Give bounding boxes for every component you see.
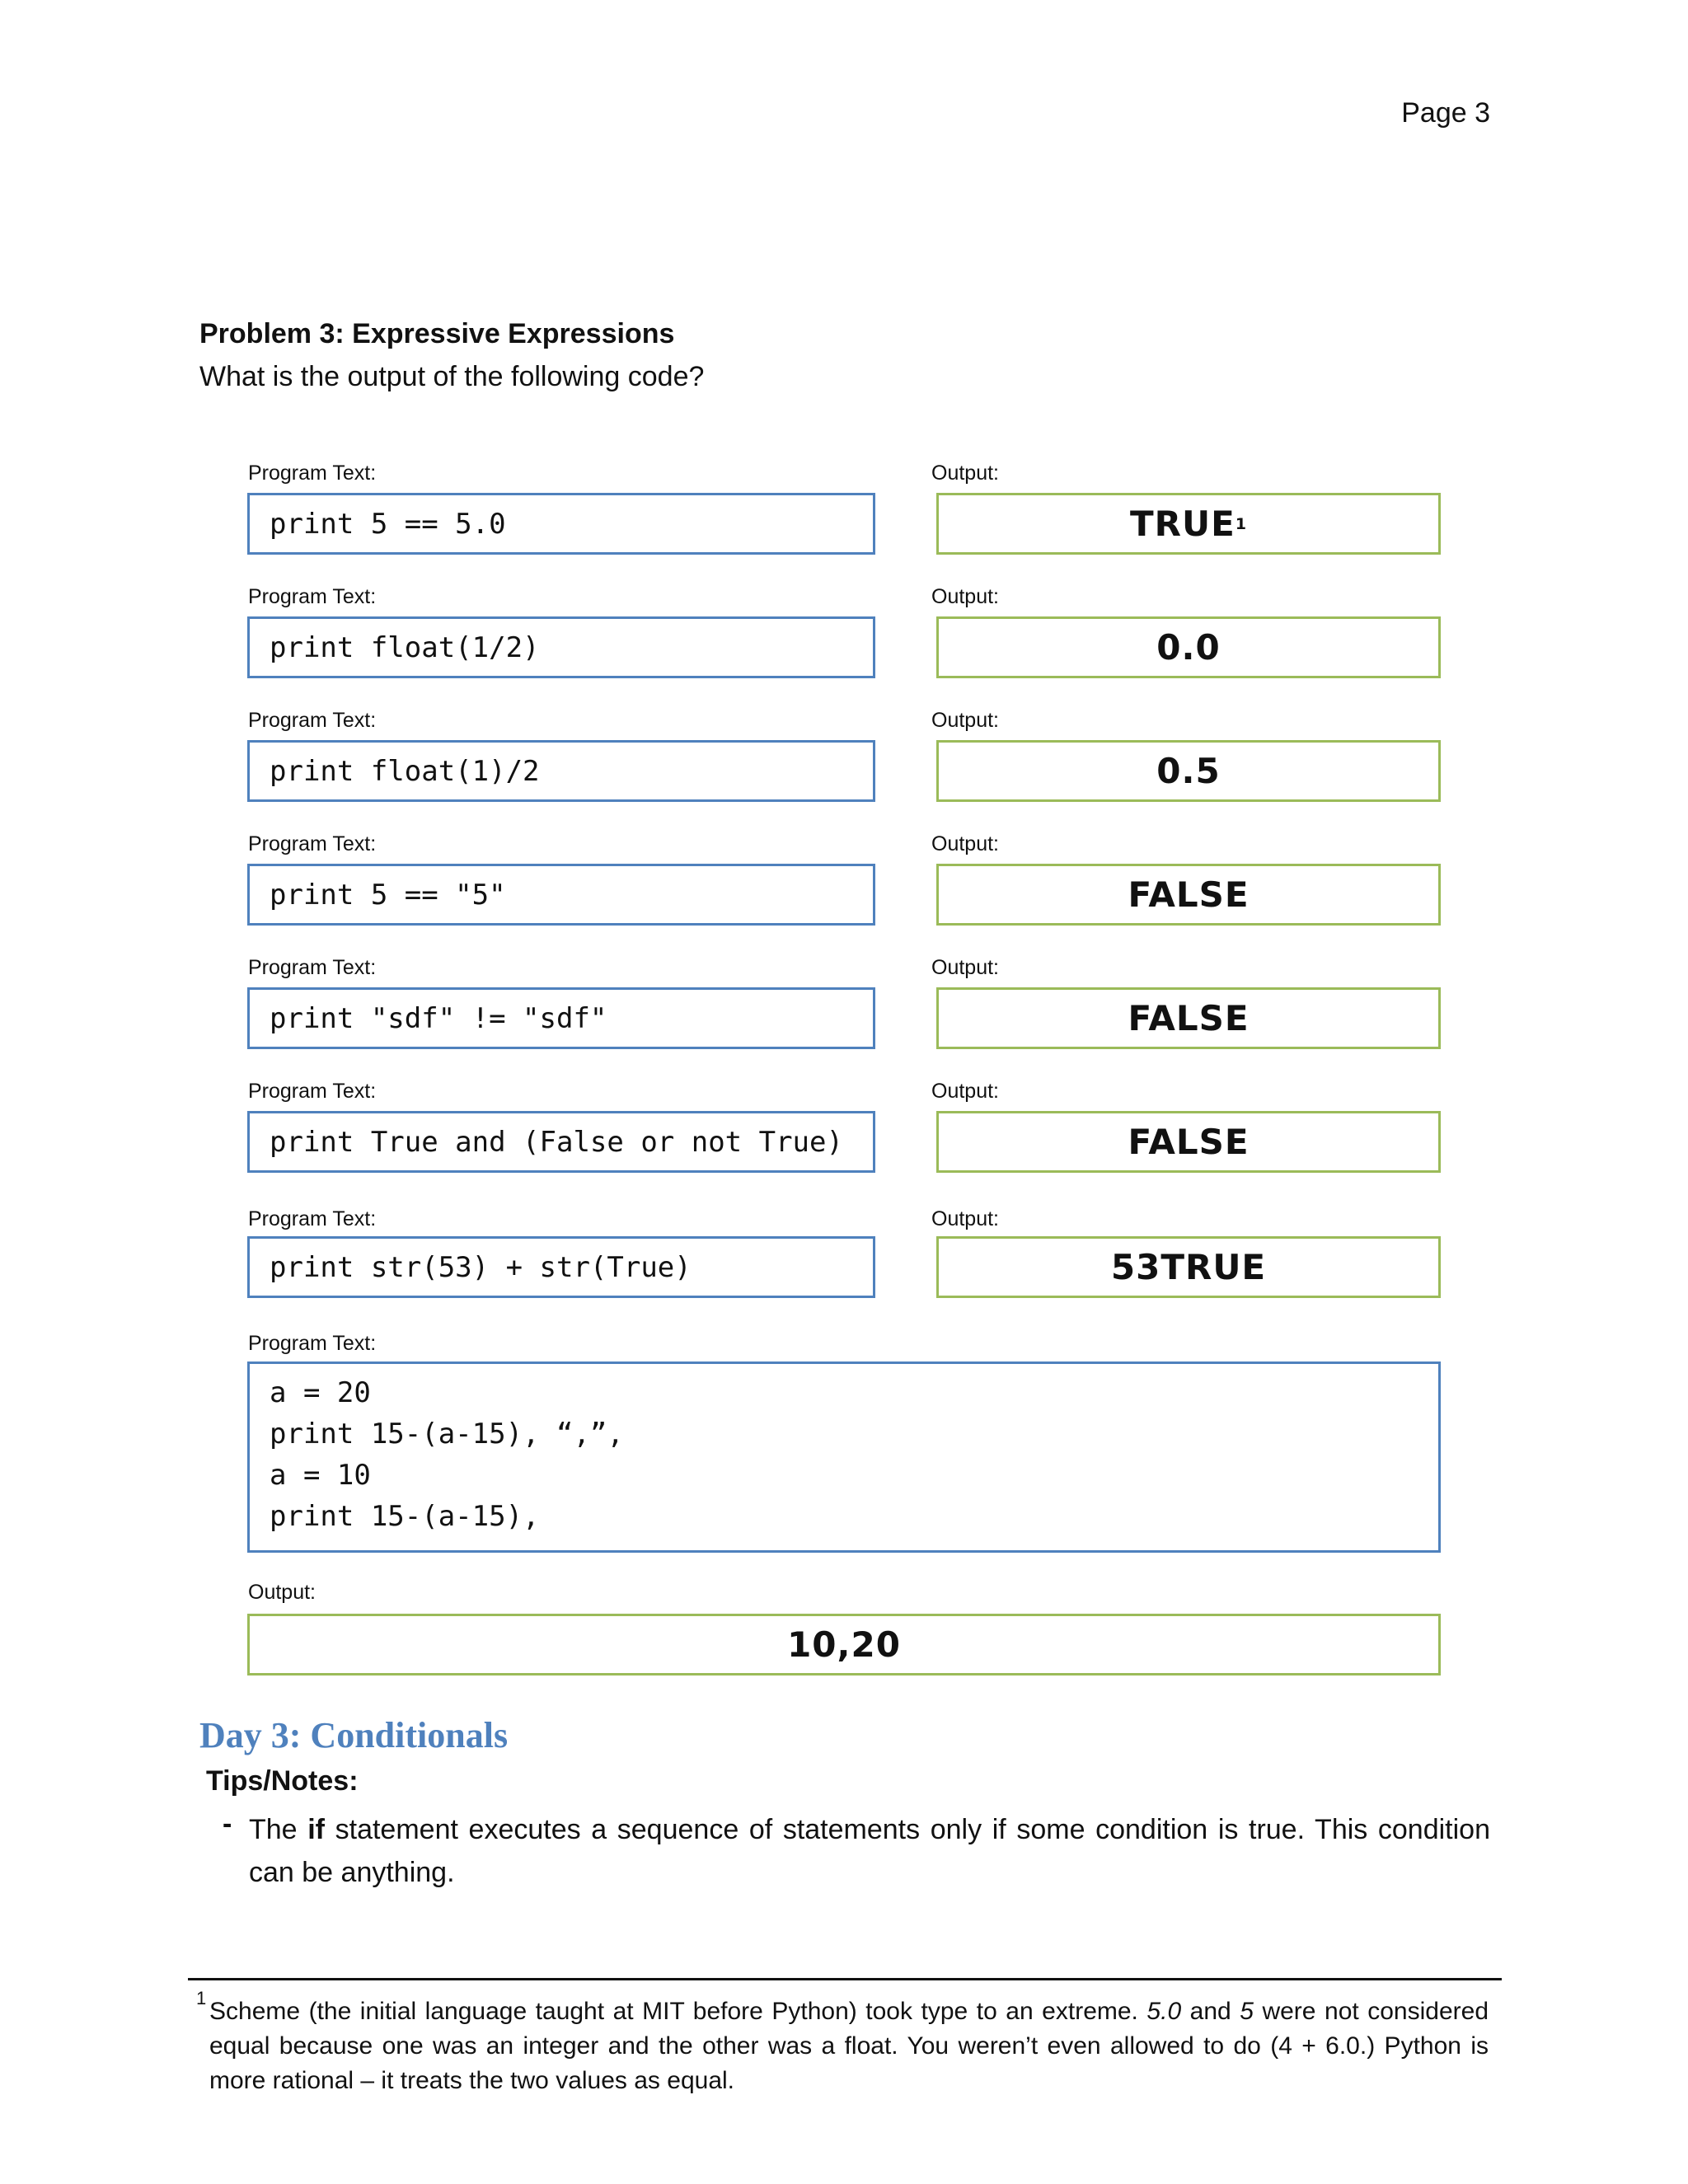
output-text: 0.5 [1156,751,1221,791]
output-box [936,987,1441,1049]
footnote-mark: 1 [196,1988,207,2008]
output-label: Output: [931,585,999,608]
code-text: print "sdf" != "sdf" [270,1001,607,1035]
output-box [936,1111,1441,1173]
program-text-label: Program Text: [248,1207,377,1230]
program-text-label: Program Text: [248,1080,377,1103]
problem-question: What is the output of the following code? [199,361,705,392]
output-label: Output: [931,1207,999,1230]
output-label: Output: [931,956,999,979]
footnote-part: were not considered equal because one was an integer and the other was a float. You weren’t even allowed to do (4 + 6.0.) Python is more rational – it treats the two values as equal. [209,1998,1489,2094]
code-line: print 15-(a-15), “,”, [270,1418,624,1451]
footnote-part: Scheme (the initial language taught at MIT before Python) took type to an extreme. [209,1998,1147,2025]
footnote-separator [188,1978,1502,1980]
code-box [247,740,875,802]
problem-title: Problem 3: Expressive Expressions [199,318,675,349]
bullet-text-part: The [249,1814,308,1845]
output-text: FALSE [1128,1122,1250,1162]
output-text: TRUE [1130,504,1236,544]
output-box [936,493,1441,555]
output-box [936,616,1441,678]
program-text-label: Program Text: [248,462,377,485]
code-text: print 5 == "5" [270,878,506,912]
output-label: Output: [931,1080,999,1103]
code-text: print float(1/2) [270,630,540,664]
output-box [936,1236,1441,1298]
output-box [247,1614,1441,1675]
code-box [247,864,875,926]
output-label: Output: [248,1581,316,1604]
footnote-ref: 1 [1235,514,1247,533]
bullet-text [249,1808,1490,1894]
program-text-label: Program Text: [248,832,377,855]
output-label: Output: [931,832,999,855]
code-line: a = 10 [270,1459,371,1492]
footnote-text [209,1994,1489,2098]
output-box [936,740,1441,802]
footnote-part: and [1181,1998,1240,2025]
code-text: print 5 == 5.0 [270,507,506,541]
output-text: 0.0 [1156,627,1221,668]
output-text: 10,20 [787,1624,901,1665]
footnote-emphasis: 5 [1240,1998,1254,2025]
tips-label: Tips/Notes: [206,1765,359,1797]
page-number: Page 3 [1401,97,1490,129]
code-box [247,987,875,1049]
code-line: a = 20 [270,1376,371,1409]
output-text: 53TRUE [1110,1247,1267,1287]
program-text-label: Program Text: [248,709,377,732]
program-text-label: Program Text: [248,956,377,979]
code-text: print True and (False or not True) [270,1125,843,1159]
code-text: print str(53) + str(True) [270,1250,692,1284]
section-heading: Day 3: Conditionals [199,1715,509,1755]
output-label: Output: [931,709,999,732]
multiline-code-box [247,1361,1441,1553]
code-box [247,1111,875,1173]
output-box [936,864,1441,926]
program-text-label: Program Text: [248,1332,377,1355]
bullet-keyword: if [307,1814,325,1845]
code-text: print float(1)/2 [270,754,540,788]
output-label: Output: [931,462,999,485]
footnote-emphasis: 5.0 [1146,1998,1182,2025]
code-box [247,616,875,678]
code-box [247,1236,875,1298]
program-text-label: Program Text: [248,585,377,608]
bullet-marker: - [223,1808,232,1840]
bullet-text-part: statement executes a sequence of statements only if some condition is true. This condition can be anything. [249,1814,1490,1888]
code-box [247,493,875,555]
output-text: FALSE [1128,998,1250,1038]
code-line: print 15-(a-15), [270,1500,540,1533]
output-text: FALSE [1128,874,1250,915]
